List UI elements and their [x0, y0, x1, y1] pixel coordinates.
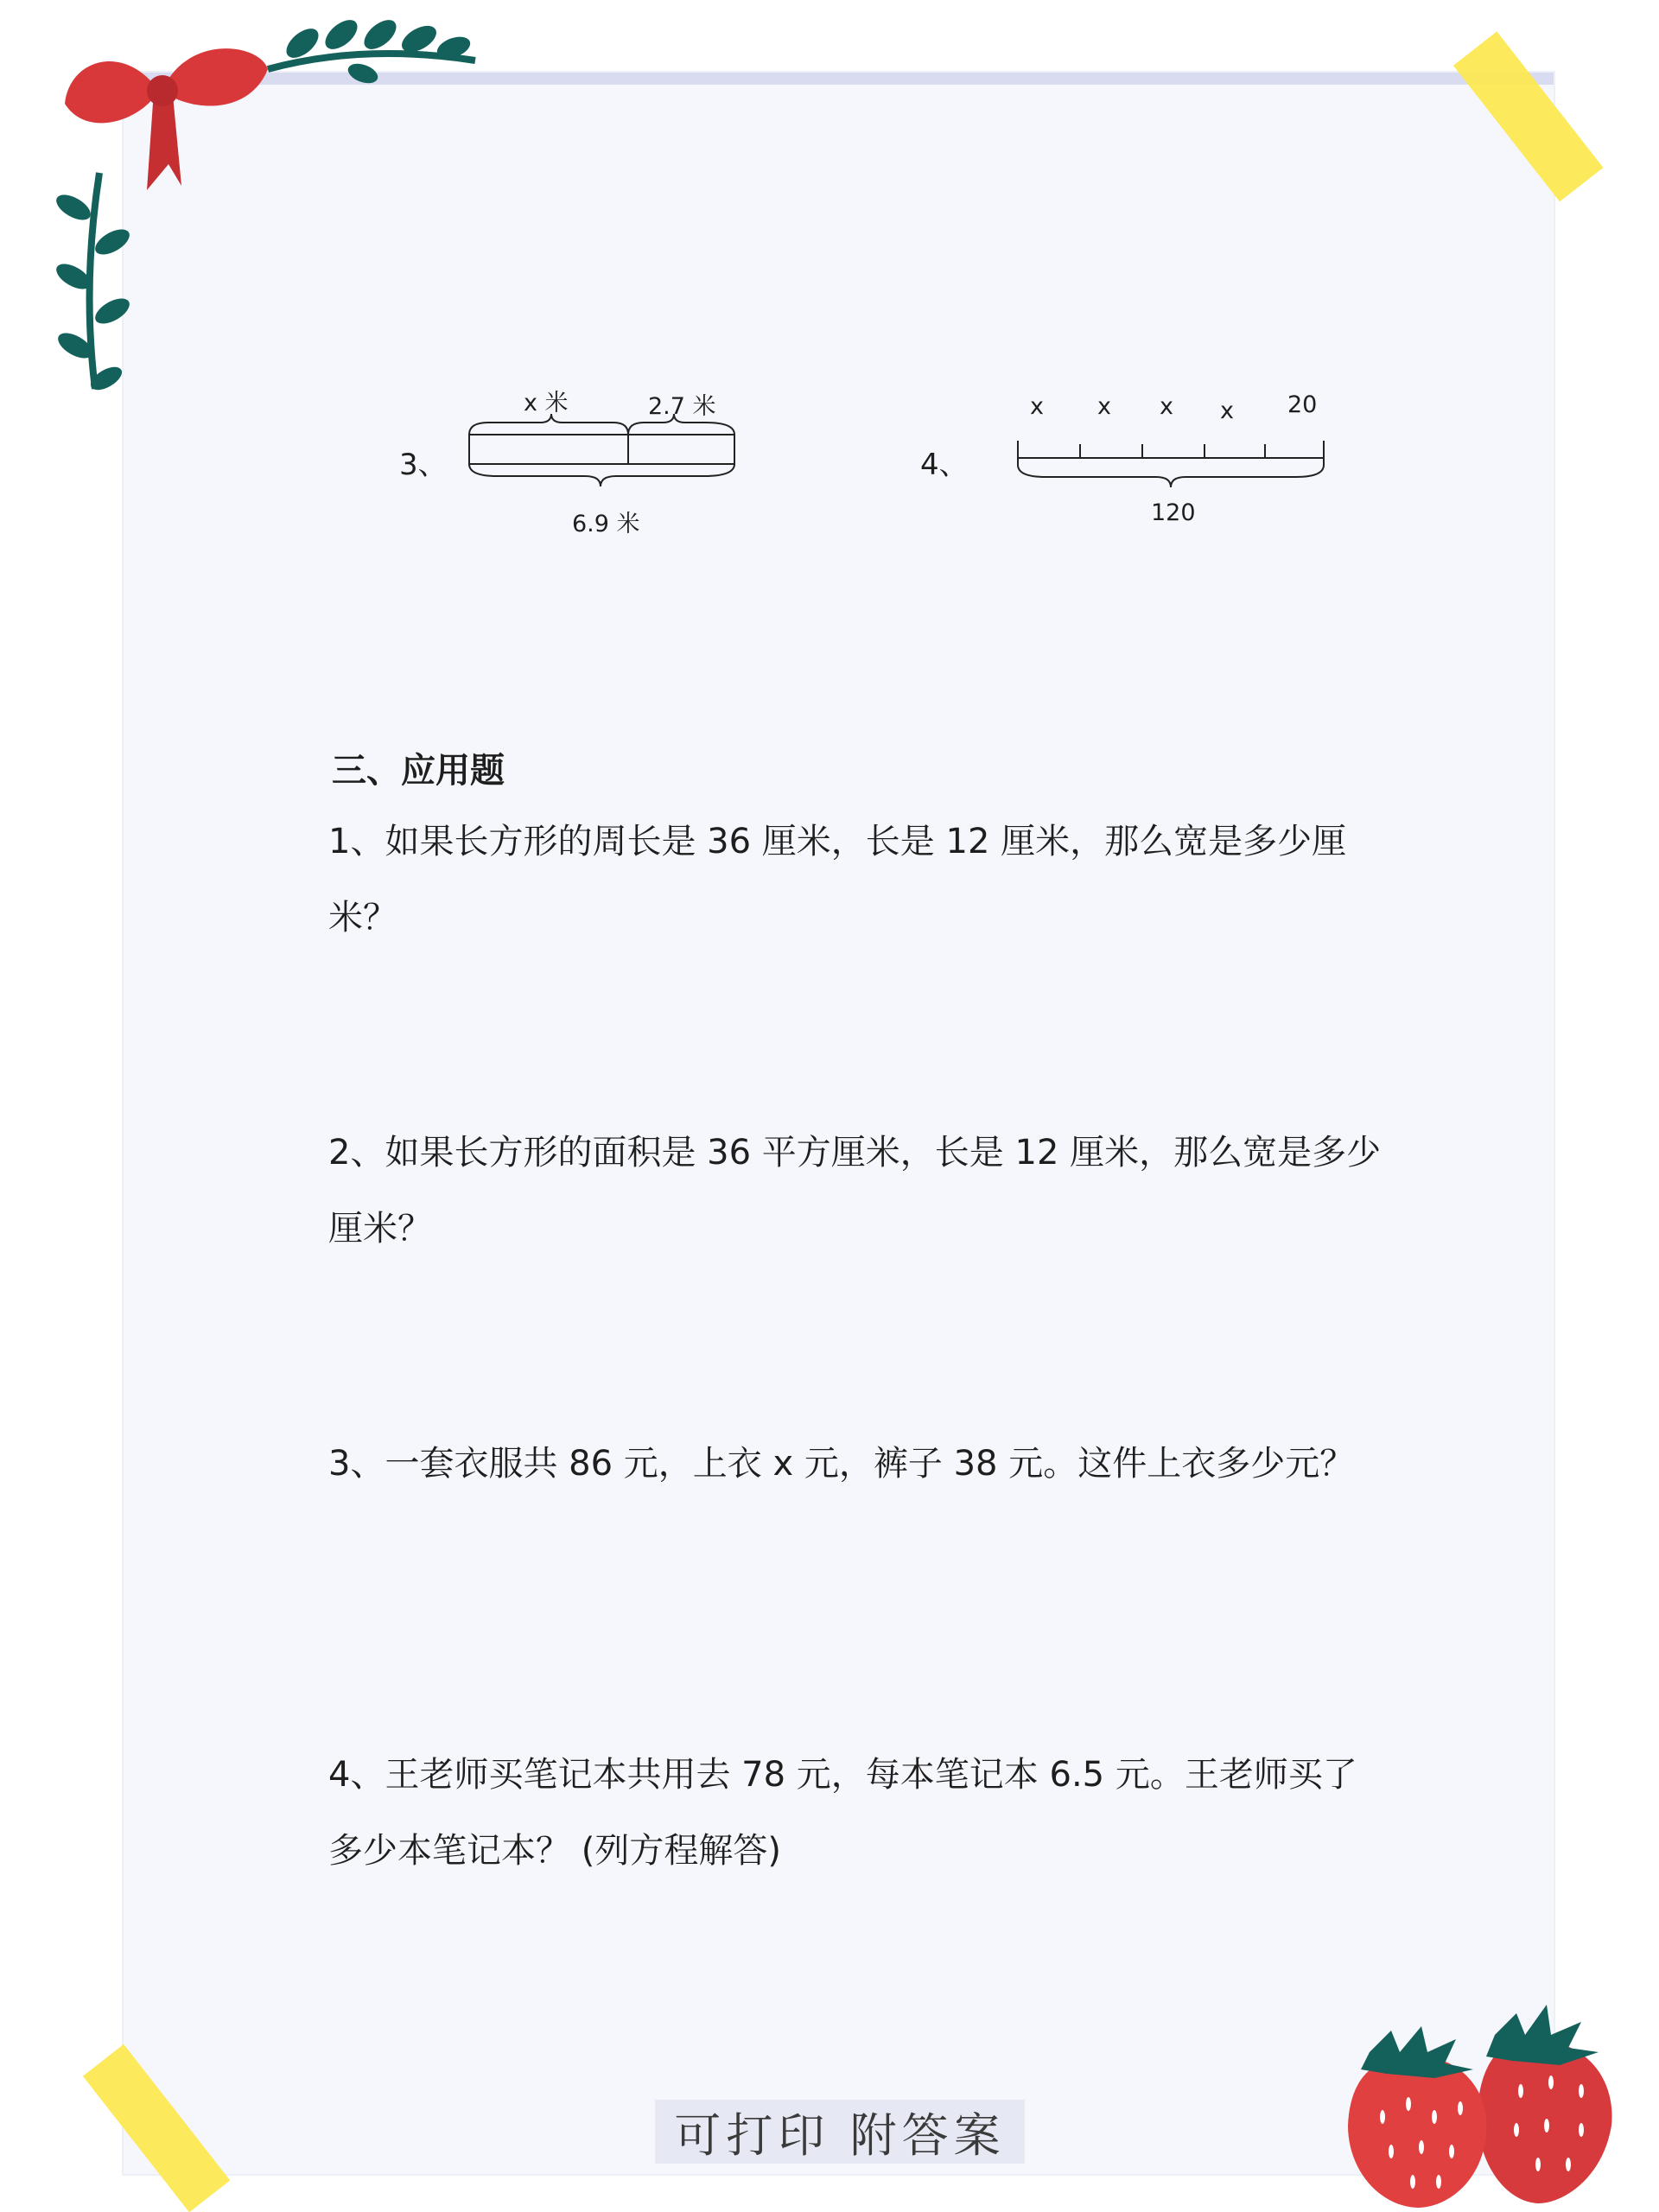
question-3	[328, 1426, 1400, 1502]
diagram-4-label-20: 20	[1287, 391, 1318, 418]
section-title: 三、应用题	[332, 751, 505, 791]
question-3-text: 3、一套衣服共 86 元，上衣 x 元，裤子 38 元。这件上衣多少元？	[328, 1444, 1355, 1484]
question-2	[328, 1115, 1400, 1267]
question-4	[328, 1737, 1400, 1889]
diagram-4-label-x1: x	[1030, 393, 1044, 420]
leaf-branch-icon	[48, 164, 134, 397]
diagram-3-label-x: x 米	[524, 390, 569, 416]
diagram-4-label-x4: x	[1220, 397, 1234, 424]
diagram-3-number: 3、	[399, 448, 448, 482]
tape-icon	[1452, 26, 1616, 207]
diagram-4-bar	[1011, 432, 1331, 510]
leaf-branch-icon	[259, 9, 484, 86]
diagram-4-label-x2: x	[1097, 393, 1111, 420]
question-4-text-line2: 多少本笔记本？ (列方程解答)	[328, 1831, 781, 1871]
question-1	[328, 804, 1400, 956]
strawberry-icon	[1331, 1987, 1624, 2212]
question-1-text: 1、如果长方形的周长是 36 厘米，长是 12 厘米，那么宽是多少厘米？	[328, 822, 1347, 938]
question-4-text-line1: 4、王老师买笔记本共用去 78 元，每本笔记本 6.5 元。王老师买了	[328, 1755, 1357, 1795]
diagram-3-label-total: 6.9 米	[572, 511, 640, 537]
diagram-4-number: 4、	[920, 448, 969, 482]
question-2-text-line2: 厘米？	[328, 1209, 432, 1249]
tape-icon	[78, 2039, 242, 2212]
diagram-4-label-x3: x	[1160, 393, 1173, 420]
diagram-4-label-total: 120	[1151, 499, 1196, 526]
diagram-3-bar	[462, 410, 743, 505]
diagram-3-label-2-7: 2.7 米	[648, 393, 716, 420]
question-2-text-line1: 2、如果长方形的面积是 36 平方厘米，长是 12 厘米，那么宽是多少	[328, 1133, 1382, 1173]
footer-banner: 可打印 附答案	[655, 2100, 1025, 2164]
